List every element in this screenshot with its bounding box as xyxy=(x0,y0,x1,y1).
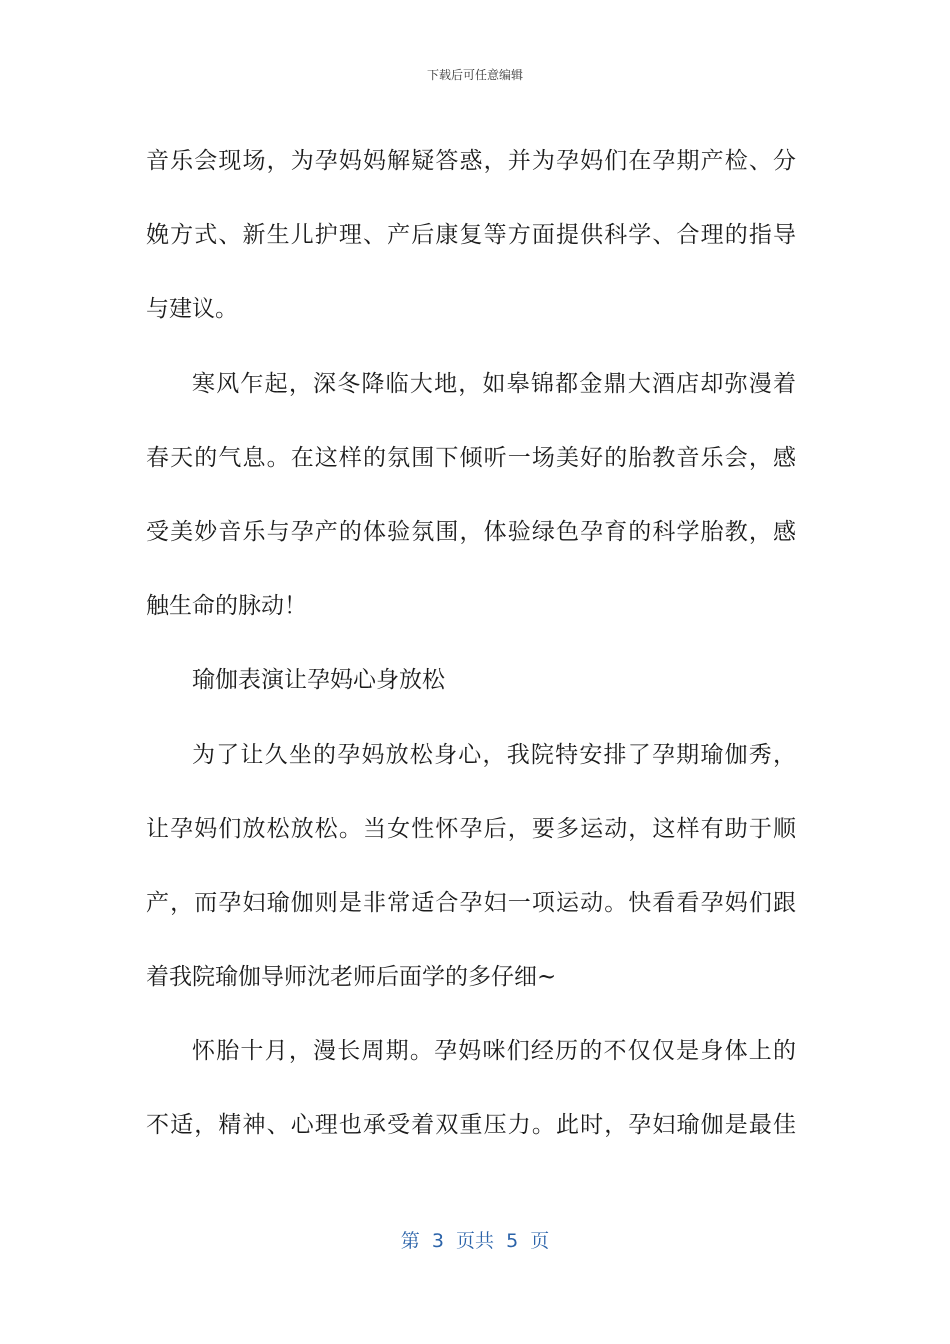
text-line: 怀胎十月，漫长周期。孕妈咪们经历的不仅仅是身体上的 xyxy=(192,1038,796,1065)
text-line: 产，而孕妇瑜伽则是非常适合孕妇一项运动。快看看孕妈们跟 xyxy=(146,889,796,916)
text-line: 为了让久坐的孕妈放松身心，我院特安排了孕期瑜伽秀， xyxy=(192,741,796,768)
text-line: 与建议。 xyxy=(146,296,238,323)
text-line: 不适，精神、心理也承受着双重压力。此时，孕妇瑜伽是最佳 xyxy=(146,1112,796,1139)
text-line: 着我院瑜伽导师沈老师后面学的多仔细~ xyxy=(146,964,557,991)
section-heading: 瑜伽表演让孕妈心身放松 xyxy=(192,667,445,694)
article-body xyxy=(146,124,796,1163)
text-line: 让孕妈们放松放松。当女性怀孕后，要多运动，这样有助于顺 xyxy=(146,815,796,842)
page-number-footer: 第 3 页共 5 页 xyxy=(400,1230,550,1252)
text-line: 寒风乍起，深冬降临大地，如皋锦都金鼎大酒店却弥漫着 xyxy=(192,370,796,397)
text-line: 触生命的脉动！ xyxy=(146,593,307,620)
text-line: 音乐会现场，为孕妈妈解疑答惑，并为孕妈们在孕期产检、分 xyxy=(146,148,796,174)
text-line: 受美妙音乐与孕产的体验氛围，体验绿色孕育的科学胎教，感 xyxy=(146,518,796,545)
text-line: 春天的气息。在这样的氛围下倾听一场美好的胎教音乐会，感 xyxy=(146,444,796,471)
text-line: 娩方式、新生儿护理、产后康复等方面提供科学、合理的指导 xyxy=(146,222,796,249)
page-header: 下载后可任意编辑 xyxy=(426,68,523,82)
